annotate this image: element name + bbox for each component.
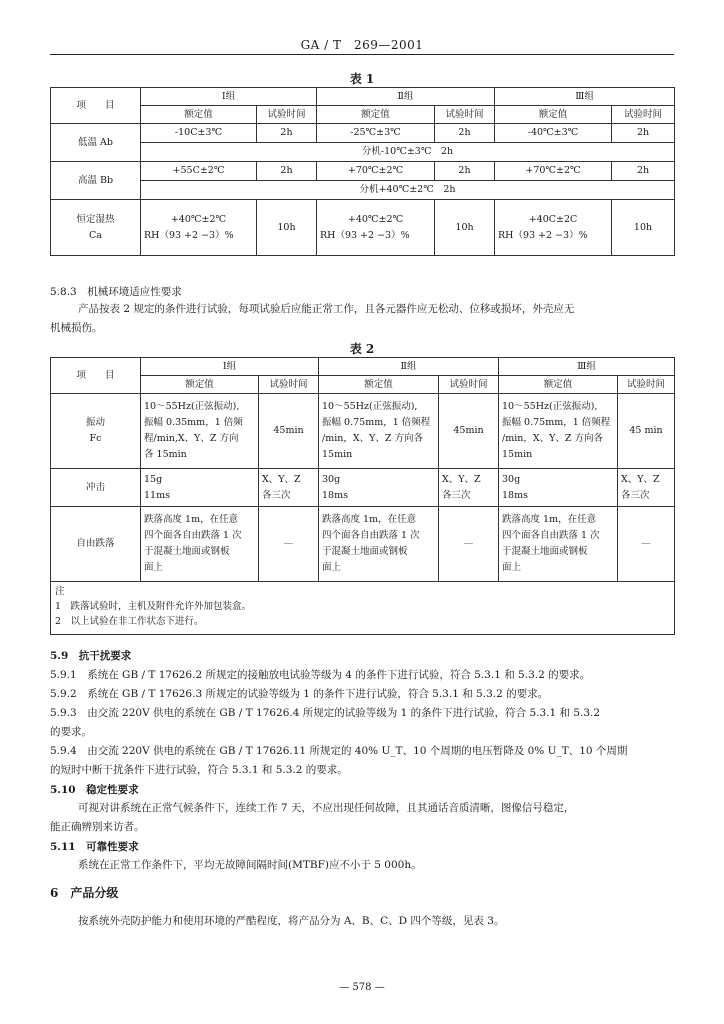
table1-col-rated: 额定值 (495, 106, 612, 124)
sec-594-line2: 的短时中断干扰条件下进行试验，符合 5.3.1 和 5.3.2 的要求。 (50, 764, 348, 776)
table2-group-1: Ⅰ组 (141, 358, 319, 376)
table2-col-time: 试验时间 (618, 376, 675, 394)
table2-freefall-t3: — (618, 507, 675, 582)
table1-rh: RH（93 +2 −3）% (320, 229, 410, 241)
table1-row-name: 低温 Ab (51, 124, 141, 162)
table2-vibration-t3: 45 min (618, 394, 675, 469)
text-line: 振幅 0.35mm，1 倍频 (144, 417, 243, 428)
table2-freefall-g3 (499, 507, 618, 582)
header-rule (50, 54, 674, 55)
table1-caption: 表 1 (349, 72, 375, 86)
text-line: 10～55Hz(正弦振动), (144, 401, 240, 412)
table2-shock-g1 (141, 469, 259, 507)
text-line: 四个面各自由跌落 1 次 (322, 530, 420, 541)
text-line: 跌落高度 1m，在任意 (502, 514, 597, 525)
table1-cell: 2h (257, 162, 317, 181)
table1-cell: -25℃±3℃ (317, 124, 435, 143)
table1-cell: +70℃±2℃ (495, 162, 612, 181)
table2-freefall-t2: — (439, 507, 499, 582)
table1-group-1: Ⅰ组 (141, 88, 317, 106)
table1-cell: +55C±2℃ (141, 162, 257, 181)
table2-col-time: 试验时间 (259, 376, 319, 394)
table1-humidity-rated (317, 200, 435, 256)
table2-group-2: Ⅱ组 (319, 358, 499, 376)
table1-split-note: 分机+40℃±2℃ 2h (141, 181, 675, 200)
sec-511-text: 系统在正常工作条件下，平均无故障间隔时间(MTBF)应不小于 5 000h。 (78, 859, 422, 871)
text-line: 10～55Hz(正弦振动), (322, 401, 418, 412)
text-line: 于混凝土地面或钢板 (502, 546, 588, 557)
sec-6-text: 按系统外壳防护能力和使用环境的严酷程度，将产品分为 A、B、C、D 四个等级，见表 3。 (78, 915, 505, 927)
table2-caption: 表 2 (349, 342, 375, 356)
table2-vibration-t1: 45min (259, 394, 319, 469)
table1-cell: 10h (435, 200, 495, 256)
table1-temp: +40℃±2℃ (170, 213, 227, 225)
table2-col-rated: 额定值 (141, 376, 259, 394)
table1-humidity-rated (495, 200, 612, 256)
table1-col-time: 试验时间 (612, 106, 675, 124)
table1-col-rated: 额定值 (141, 106, 257, 124)
table1-rh: RH（93 +2 −3）% (498, 229, 588, 241)
sec-510-title (50, 782, 139, 798)
text-line: 振幅 0.75mm，1 倍频程 (502, 417, 611, 428)
text-line: 于混凝土地面或钢板 (322, 546, 408, 557)
table2-item-header: 项 目 (51, 358, 141, 394)
table2-vibration-g1 (141, 394, 259, 469)
table2-vibration-g2 (319, 394, 439, 469)
text-line: 程/min,X、Y、Z 方向 (144, 433, 239, 444)
sec-510-title-text: 5.10 稳定性要求 (50, 784, 139, 796)
text-line: 四个面各自由跌落 1 次 (144, 530, 242, 541)
sec-593-line1: 5.9.3 由交流 220V 供电的系统在 GB / T 17626.4 所规定的试验等级为 1 的条件下进行试验，符合 5.3.1 和 5.3.2 (50, 707, 601, 719)
table2-col-rated: 额定值 (319, 376, 439, 394)
table2 (50, 357, 675, 635)
table1-cell: +70℃±2℃ (317, 162, 435, 181)
sec-59-title (50, 648, 131, 664)
page-header: GA / T 269—2001 (300, 38, 424, 52)
table1-cell: 10h (257, 200, 317, 256)
text-line: 面上 (322, 562, 342, 573)
text-line: 面上 (144, 562, 164, 573)
text-line: 10～55Hz(正弦振动), (502, 401, 598, 412)
table1-cell: 2h (257, 124, 317, 143)
table1-cell: 2h (435, 162, 495, 181)
sec-511-title (50, 839, 139, 855)
table2-vibration-t2: 45min (439, 394, 499, 469)
text-line: 各三次 (262, 489, 291, 501)
sec-592: 5.9.2 系统在 GB / T 17626.3 所规定的试验等级为 1 的条件下进行试验，符合 5.3.1 和 5.3.2 的要求。 (50, 688, 549, 700)
text-line: 跌落高度 1m，在任意 (322, 514, 417, 525)
text-line: 跌落高度 1m，在任意 (144, 514, 239, 525)
sec-510-line1: 可视对讲系统在正常气候条件下，连续工作 7 天，不应出现任何故障，且其通话音质清晰，图像信号稳定， (78, 802, 575, 814)
text-line: X、Y、Z (621, 473, 660, 485)
table2-shock-t2 (439, 469, 499, 507)
sec-511-title-text: 5.11 可靠性要求 (50, 841, 139, 853)
text-line: 于混凝土地面或钢板 (144, 546, 230, 557)
note-2: 2 以上试验在非工作状态下进行。 (55, 616, 204, 627)
note-1: 1 跌落试验时，主机及附件允许外加包装盒。 (55, 601, 252, 612)
table1-temp: +40℃±2℃ (347, 213, 404, 225)
sec-583-text-2: 机械损伤。 (50, 322, 103, 334)
table1-cell: 2h (612, 124, 675, 143)
table1-col-time: 试验时间 (257, 106, 317, 124)
table2-row-name-line: 振动 (85, 417, 105, 428)
table2-row-name-line: Fc (89, 433, 102, 444)
table1-group-2: Ⅱ组 (317, 88, 495, 106)
text-line: 30g (322, 473, 341, 485)
sec-510-line2: 能正确辨别来访者。 (50, 821, 145, 833)
text-line: X、Y、Z (262, 473, 301, 485)
table1-cell: -40℃±3℃ (495, 124, 612, 143)
table2-vibration-g3 (499, 394, 618, 469)
text-line: 振幅 0.75mm，1 倍频程 (322, 417, 431, 428)
notes-label: 注 (55, 586, 65, 597)
table1-row-name-line: 恒定湿热 (76, 213, 115, 225)
table1-cell: 2h (435, 124, 495, 143)
text-line: X、Y、Z (442, 473, 481, 485)
table1-cell: 2h (612, 162, 675, 181)
table2-row-shock: 冲击 (51, 469, 141, 507)
text-line: 15min (322, 449, 353, 460)
sec-583-heading: 5.8.3 机械环境适应性要求 (50, 286, 182, 298)
table2-col-rated: 额定值 (499, 376, 618, 394)
text-line: 四个面各自由跌落 1 次 (502, 530, 600, 541)
table1-rh: RH（93 +2 −3）% (144, 229, 234, 241)
text-line: 15g (144, 473, 163, 485)
text-line: 各三次 (442, 489, 471, 501)
text-line: 30g (502, 473, 521, 485)
table2-shock-t3 (618, 469, 675, 507)
table1-row-name (51, 200, 141, 256)
table2-row-freefall: 自由跌落 (51, 507, 141, 582)
text-line: /min，X、Y、Z 方向各 (502, 433, 604, 444)
table1-row-name: 高温 Bb (51, 162, 141, 200)
sec-594-line1: 5.9.4 由交流 220V 供电的系统在 GB / T 17626.11 所规定的 40% U_T、10 个周期的电压暂降及 0% U_T、10 个周期 (50, 745, 628, 757)
table1-col-rated: 额定值 (317, 106, 435, 124)
table1-group-3: Ⅲ组 (495, 88, 675, 106)
table1-split-note: 分机-10℃±3℃ 2h (141, 143, 675, 162)
table1-row-name-line: Ca (89, 229, 102, 241)
page-number: — 578 — (339, 982, 385, 993)
text-line: 18ms (502, 489, 528, 501)
table2-notes (51, 582, 675, 635)
table2-group-3: Ⅲ组 (499, 358, 675, 376)
table1-humidity-rated (141, 200, 257, 256)
text-line: 18ms (322, 489, 348, 501)
text-line: 各 15min (144, 449, 187, 460)
sec-593-line2: 的要求。 (50, 726, 92, 738)
table2-freefall-g1 (141, 507, 259, 582)
text-line: 15min (502, 449, 533, 460)
text-line: 面上 (502, 562, 522, 573)
table1-temp: +40C±2C (528, 213, 578, 225)
text-line: /min，X、Y、Z 方向各 (322, 433, 424, 444)
sec-591: 5.9.1 系统在 GB / T 17626.2 所规定的接触放电试验等级为 4 的条件下进行试验，符合 5.3.1 和 5.3.2 的要求。 (50, 669, 591, 681)
table1-cell: 10h (612, 200, 675, 256)
table1-cell: -10C±3℃ (141, 124, 257, 143)
table2-shock-t1 (259, 469, 319, 507)
table2-shock-g3 (499, 469, 618, 507)
text-line: 各三次 (621, 489, 650, 501)
table2-freefall-t1: — (259, 507, 319, 582)
sec-583-text-1: 产品按表 2 规定的条件进行试验，每项试验后应能正常工作，且各元器件应无松动、位移或损坏，外壳应无 (78, 303, 575, 315)
sec-59-title-text: 5.9 抗干扰要求 (50, 650, 132, 662)
table1-item-header: 项 目 (51, 88, 141, 124)
table2-row-vibration (51, 394, 141, 469)
text-line: 11ms (144, 489, 170, 501)
sec-6-title (50, 884, 118, 902)
table1-col-time: 试验时间 (435, 106, 495, 124)
sec-6-title-text: 6 产品分级 (50, 886, 119, 900)
table1 (50, 87, 675, 256)
table2-shock-g2 (319, 469, 439, 507)
table2-col-time: 试验时间 (439, 376, 499, 394)
table2-freefall-g2 (319, 507, 439, 582)
